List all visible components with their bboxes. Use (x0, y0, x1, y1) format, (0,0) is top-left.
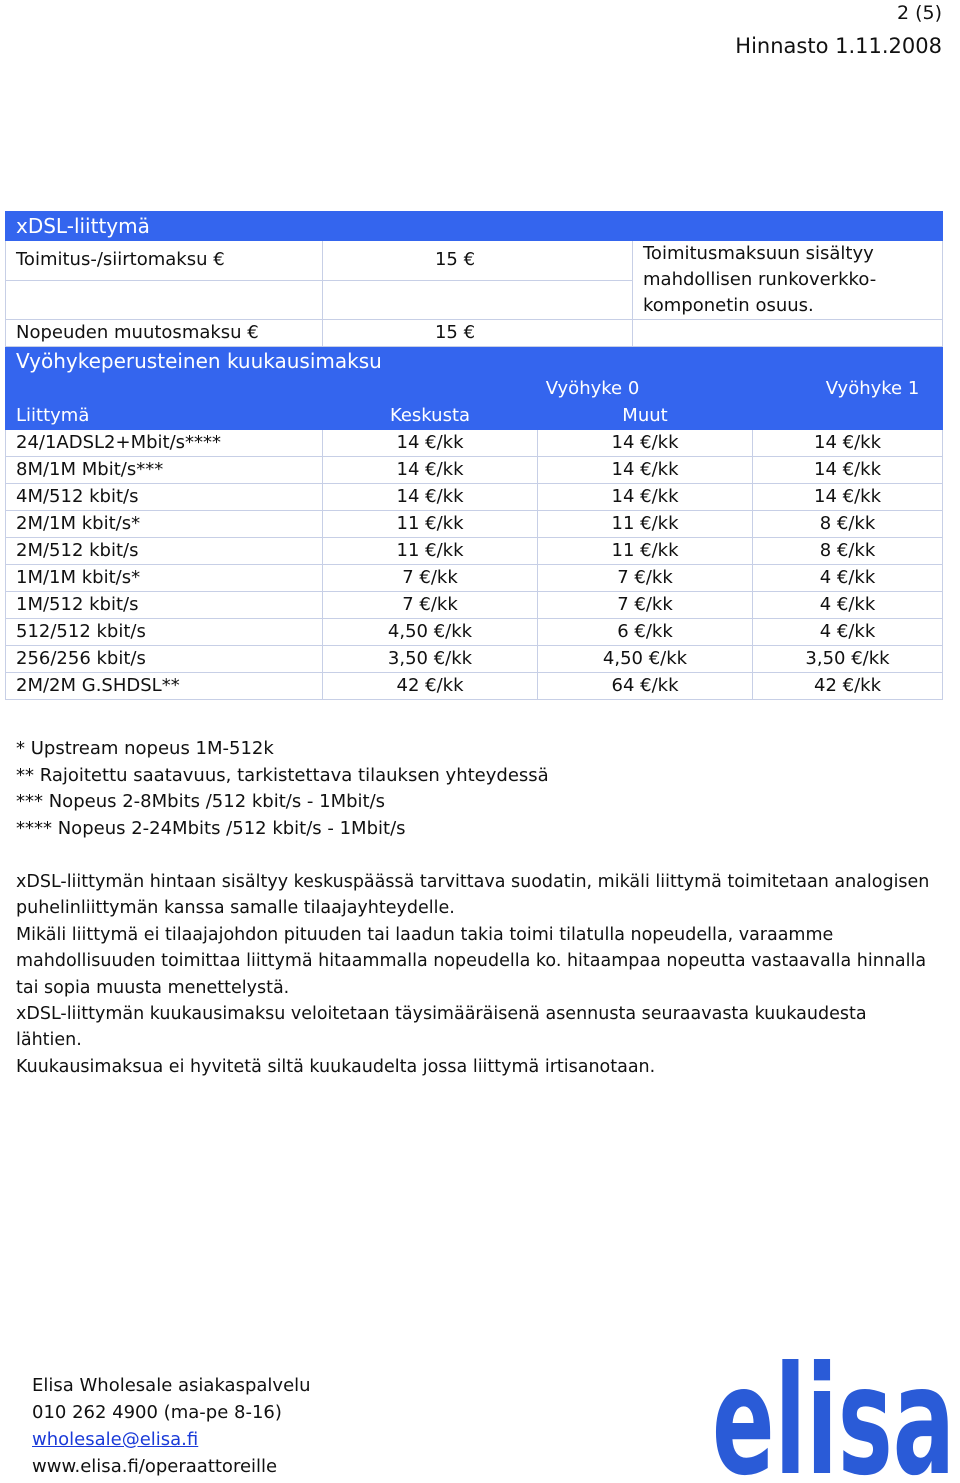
contact-name: Elisa Wholesale asiakaspalvelu (32, 1375, 311, 1396)
row-other-price: 7 €/kk (538, 592, 753, 619)
row-zone1-price: 3,50 €/kk (753, 646, 943, 673)
delivery-fee-row (6, 241, 943, 281)
contact-footer (32, 1372, 311, 1480)
terms-paragraph: Kuukausimaksua ei hyvitetä siltä kuukaudelta jossa liittymä irtisanotaan. (16, 1056, 656, 1077)
page-header (735, 0, 942, 66)
row-other-price: 14 €/kk (538, 457, 753, 484)
delivery-fee-value: 15 € (323, 241, 633, 281)
row-center-price: 14 €/kk (323, 430, 538, 457)
speed-change-row (6, 320, 943, 347)
price-list-date: Hinnasto 1.11.2008 (735, 34, 942, 58)
table-row (6, 538, 943, 565)
zone0-header: Vyöhyke 0 (323, 376, 753, 403)
col-other: Muut (538, 403, 753, 430)
table-row (6, 592, 943, 619)
row-connection: 8M/1M Mbit/s*** (6, 457, 323, 484)
contact-email-link[interactable]: wholesale@elisa.fi (32, 1429, 199, 1450)
table-row (6, 673, 943, 700)
terms-text (16, 869, 931, 1080)
speed-change-label: Nopeuden muutosmaksu € (6, 320, 323, 347)
footnote: * Upstream nopeus 1M-512k (16, 738, 274, 759)
row-zone1-price: 4 €/kk (753, 619, 943, 646)
row-zone1-price: 4 €/kk (753, 592, 943, 619)
monthly-title-row (6, 347, 943, 376)
row-connection: 1M/512 kbit/s (6, 592, 323, 619)
row-zone1-price: 42 €/kk (753, 673, 943, 700)
row-other-price: 14 €/kk (538, 484, 753, 511)
terms-paragraph: xDSL-liittymän kuukausimaksu veloitetaan täysimääräisenä asennusta seuraavasta kuukaudesta lähtien. (16, 1004, 867, 1051)
row-center-price: 3,50 €/kk (323, 646, 538, 673)
table-title: xDSL-liittymä (6, 212, 943, 241)
row-connection: 4M/512 kbit/s (6, 484, 323, 511)
zone-header-row (6, 376, 943, 403)
col-center: Keskusta (323, 403, 538, 430)
monthly-title: Vyöhykeperusteinen kuukausimaksu (6, 347, 943, 376)
delivery-fee-note: Toimitusmaksuun sisältyy mahdollisen runkoverkko-komponetin osuus. (633, 241, 943, 320)
row-other-price: 11 €/kk (538, 511, 753, 538)
row-other-price: 11 €/kk (538, 538, 753, 565)
page-number: 2 (5) (896, 2, 942, 24)
col-connection: Liittymä (6, 403, 323, 430)
price-table (5, 211, 943, 700)
row-other-price: 4,50 €/kk (538, 646, 753, 673)
table-row (6, 430, 943, 457)
delivery-fee-label: Toimitus-/siirtomaksu € (6, 241, 323, 281)
column-header-row (6, 403, 943, 430)
zone1-header: Vyöhyke 1 (753, 376, 943, 403)
contact-web[interactable]: www.elisa.fi/operaattoreille (32, 1456, 278, 1477)
footnote: **** Nopeus 2-24Mbits /512 kbit/s - 1Mbit/s (16, 817, 406, 839)
row-center-price: 11 €/kk (323, 511, 538, 538)
contact-phone: 010 262 4900 (ma-pe 8-16) (32, 1402, 282, 1423)
row-connection: 256/256 kbit/s (6, 646, 323, 673)
terms-paragraph: xDSL-liittymän hintaan sisältyy keskuspäässä tarvittava suodatin, mikäli liittymä toimitetaan analogisen puhelinliittymän kanssa samalle tilaajayhteydelle. (16, 872, 930, 919)
table-row (6, 646, 943, 673)
row-connection: 512/512 kbit/s (6, 619, 323, 646)
row-connection: 2M/1M kbit/s* (6, 511, 323, 538)
row-other-price: 7 €/kk (538, 565, 753, 592)
speed-change-value: 15 € (323, 320, 633, 347)
row-center-price: 14 €/kk (323, 457, 538, 484)
table-row (6, 565, 943, 592)
row-center-price: 11 €/kk (323, 538, 538, 565)
table-row (6, 457, 943, 484)
row-center-price: 42 €/kk (323, 673, 538, 700)
row-connection: 2M/512 kbit/s (6, 538, 323, 565)
row-zone1-price: 14 €/kk (753, 457, 943, 484)
logo-text: elisa (712, 1345, 955, 1480)
row-center-price: 14 €/kk (323, 484, 538, 511)
table-row (6, 619, 943, 646)
row-center-price: 4,50 €/kk (323, 619, 538, 646)
elisa-logo (712, 1345, 957, 1480)
row-connection: 24/1ADSL2+Mbit/s**** (6, 430, 323, 457)
row-zone1-price: 8 €/kk (753, 538, 943, 565)
row-zone1-price: 14 €/kk (753, 430, 943, 457)
footnotes (16, 736, 549, 842)
table-row (6, 511, 943, 538)
row-connection: 2M/2M G.SHDSL** (6, 673, 323, 700)
row-zone1-price: 4 €/kk (753, 565, 943, 592)
footnote: *** Nopeus 2-8Mbits /512 kbit/s - 1Mbit/s (16, 791, 386, 813)
row-other-price: 14 €/kk (538, 430, 753, 457)
row-center-price: 7 €/kk (323, 565, 538, 592)
row-zone1-price: 14 €/kk (753, 484, 943, 511)
row-connection: 1M/1M kbit/s* (6, 565, 323, 592)
row-center-price: 7 €/kk (323, 592, 538, 619)
terms-paragraph: Mikäli liittymä ei tilaajajohdon pituuden tai laadun takia toimi tilatulla nopeudella, varaamme mahdollisuuden toimittaa liittymä hitaammalla nopeudella ko. hitaampaa nopeutta vastaavalla hinnalla tai sopia muusta menettelystä. (16, 924, 927, 998)
row-other-price: 64 €/kk (538, 673, 753, 700)
row-zone1-price: 8 €/kk (753, 511, 943, 538)
table-title-row (6, 212, 943, 241)
table-row (6, 484, 943, 511)
footnote: ** Rajoitettu saatavuus, tarkistettava tilauksen yhteydessä (16, 764, 549, 786)
row-other-price: 6 €/kk (538, 619, 753, 646)
